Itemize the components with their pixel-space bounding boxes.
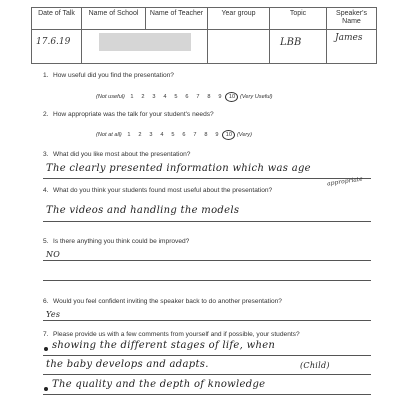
- question-text: What did you like most about the presentation?: [53, 151, 191, 158]
- scale-low-label: (Not at all): [96, 132, 122, 138]
- cell-date: 17.6.19: [32, 30, 82, 64]
- rating-1[interactable]: 1: [127, 132, 131, 138]
- q7-attribution: (Child): [300, 361, 330, 370]
- question-4: [43, 187, 272, 194]
- q3-answer: The clearly presented information which was age: [46, 163, 311, 174]
- question-number: 1.: [43, 72, 49, 79]
- rating-6[interactable]: 6: [185, 94, 189, 100]
- scale-high-label: (Very): [236, 132, 252, 138]
- question-text: Is there anything you think could be improved?: [53, 238, 190, 245]
- col-name-of-school: Name of School: [82, 8, 146, 30]
- question-6: [43, 298, 282, 305]
- cell-topic: LBB: [270, 30, 327, 64]
- rating-8[interactable]: 8: [204, 132, 208, 138]
- rating-1[interactable]: 1: [130, 94, 134, 100]
- question-number: 2.: [43, 111, 49, 118]
- question-text: Would you feel confident inviting the speaker back to do another presentation?: [53, 298, 282, 305]
- rating-7[interactable]: 7: [196, 94, 200, 100]
- col-date-of-talk: Date of Talk: [32, 8, 82, 30]
- rating-3[interactable]: 3: [152, 94, 156, 100]
- rating-5[interactable]: 5: [171, 132, 175, 138]
- rating-3[interactable]: 3: [149, 132, 153, 138]
- question-7: [43, 331, 300, 338]
- answer-line: [43, 221, 371, 222]
- rating-6[interactable]: 6: [182, 132, 186, 138]
- q5-answer: NO: [46, 250, 61, 259]
- q6-answer: Yes: [46, 310, 61, 319]
- question-number: 3.: [43, 151, 49, 158]
- answer-line: [43, 374, 371, 375]
- question-text: How appropriate was the talk for your student's needs?: [53, 111, 214, 118]
- scale-low-label: (Not useful): [96, 94, 125, 100]
- question-3: [43, 151, 190, 158]
- answer-line: [43, 260, 371, 261]
- rating-4[interactable]: 4: [163, 94, 167, 100]
- q4-answer: The videos and handling the models: [46, 205, 240, 216]
- rating-9[interactable]: 9: [218, 94, 222, 100]
- bullet-icon: [44, 347, 48, 351]
- question-text: What do you think your students found most useful about the presentation?: [53, 187, 273, 194]
- rating-7[interactable]: 7: [193, 132, 197, 138]
- question-text: How useful did you find the presentation?: [53, 72, 174, 79]
- scale-high-label: (Very Useful): [240, 94, 273, 100]
- rating-4[interactable]: 4: [160, 132, 164, 138]
- question-number: 4.: [43, 187, 49, 194]
- rating-10-selected[interactable]: 10: [222, 130, 235, 140]
- answer-line: [43, 355, 371, 356]
- redacted-school-teacher: [82, 30, 208, 64]
- cell-speaker: James: [327, 30, 377, 64]
- rating-2[interactable]: 2: [141, 94, 145, 100]
- question-1: [43, 72, 174, 79]
- question-5: [43, 238, 189, 245]
- rating-2[interactable]: 2: [138, 132, 142, 138]
- col-year-group: Year group: [208, 8, 270, 30]
- answer-line: [43, 280, 371, 281]
- rating-5[interactable]: 5: [174, 94, 178, 100]
- rating-8[interactable]: 8: [207, 94, 211, 100]
- question-number: 6.: [43, 298, 49, 305]
- question-number: 5.: [43, 238, 49, 245]
- question-text: Please provide us with a few comments from yourself and if possible, your students?: [53, 331, 300, 338]
- question-number: 7.: [43, 331, 49, 338]
- rating-10-selected[interactable]: 10: [225, 92, 238, 102]
- q1-rating-scale: [96, 92, 272, 102]
- header-table: [31, 7, 377, 64]
- answer-line: [43, 320, 371, 321]
- q2-rating-scale: [96, 130, 252, 140]
- col-speakers-name: Speaker's Name: [327, 8, 377, 30]
- redaction-block: [99, 33, 191, 51]
- q7-answer-line-3: The quality and the depth of knowledge: [52, 379, 266, 390]
- question-2: [43, 111, 214, 118]
- col-name-of-teacher: Name of Teacher: [146, 8, 208, 30]
- cell-year-group: [208, 30, 270, 64]
- q3-annotation: appropriate: [326, 175, 364, 188]
- rating-9[interactable]: 9: [215, 132, 219, 138]
- answer-line: [43, 394, 371, 395]
- answer-line: [43, 178, 371, 179]
- q7-answer-line-1: showing the different stages of life, when: [52, 340, 276, 351]
- bullet-icon: [44, 387, 48, 391]
- col-topic: Topic: [270, 8, 327, 30]
- q7-answer-line-2: the baby develops and adapts.: [46, 359, 209, 370]
